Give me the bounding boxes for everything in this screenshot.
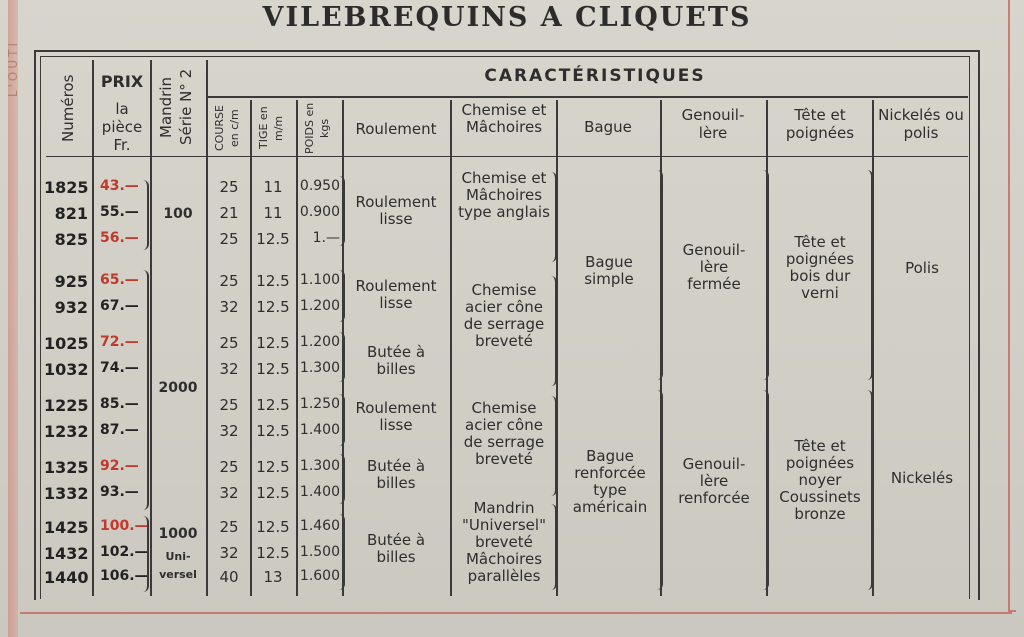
row-course: 25 — [219, 230, 239, 248]
row-course: 25 — [219, 334, 239, 352]
mandrin-group-3a: 1000 — [158, 526, 198, 542]
row-course: 40 — [219, 568, 239, 586]
row-course: 25 — [219, 178, 239, 196]
row-prix: 92.— — [100, 458, 139, 474]
brace-nickel-2 — [866, 390, 873, 590]
brace-poids-6 — [338, 514, 345, 590]
brace-prix-2 — [142, 270, 149, 510]
finish-1: Polis — [905, 259, 939, 277]
row-prix: 106.— — [100, 568, 149, 584]
row-prix: 43.— — [100, 178, 139, 194]
row-tige: 12.5 — [256, 484, 290, 502]
row-course: 25 — [219, 272, 239, 290]
row-poids: 1.300 — [299, 360, 340, 376]
row-prix: 65.— — [100, 272, 139, 288]
row-poids: 0.900 — [299, 204, 340, 220]
brace-genou-1 — [656, 170, 663, 380]
row-course: 25 — [219, 518, 239, 536]
tete-2: Tête et poignées noyer Coussinets bronze — [779, 437, 861, 523]
header-prix: PRIX — [100, 72, 144, 91]
row-prix: 56.— — [100, 230, 139, 246]
row-tige: 12.5 — [256, 230, 290, 248]
row-tige: 12.5 — [256, 298, 290, 316]
chemise-1: Chemise et Mâchoires type anglais — [458, 169, 550, 221]
row-numero: 1440 — [44, 568, 89, 587]
row-prix: 67.— — [100, 298, 139, 314]
row-poids: 1.300 — [299, 458, 340, 474]
header-tete: Tête et poignées — [785, 106, 855, 142]
header-genouillere: Genouil-lère — [681, 106, 745, 142]
row-poids: 1.400 — [299, 422, 340, 438]
row-prix: 85.— — [100, 396, 139, 412]
row-prix: 93.— — [100, 484, 139, 500]
row-prix: 87.— — [100, 422, 139, 438]
mandrin-group-3b: Uni- — [165, 550, 191, 563]
row-poids: 1.100 — [299, 272, 340, 288]
finish-2: Nickelés — [890, 469, 954, 487]
brace-tete-2 — [762, 390, 769, 590]
brace-poids-3 — [338, 332, 345, 382]
brace-tete-1 — [762, 170, 769, 380]
mandrin-group-1: 100 — [163, 206, 193, 222]
row-course: 21 — [219, 204, 239, 222]
row-tige: 13 — [263, 568, 283, 586]
genouillere-1: Genouil-lère fermée — [682, 241, 746, 293]
row-numero: 1825 — [44, 178, 89, 197]
row-numero: 932 — [54, 298, 88, 317]
row-tige: 12.5 — [256, 272, 290, 290]
row-course: 25 — [219, 396, 239, 414]
row-prix: 72.— — [100, 334, 139, 350]
brace-poids-4 — [338, 394, 345, 446]
brace-chemise-2 — [550, 276, 557, 386]
bottom-border — [20, 612, 1012, 614]
brace-chemise-4 — [550, 504, 557, 590]
row-tige: 12.5 — [256, 518, 290, 536]
header-caracteristiques: CARACTÉRISTIQUES — [484, 66, 706, 86]
row-poids: 1.400 — [299, 484, 340, 500]
row-poids: 1.200 — [299, 298, 340, 314]
row-numero: 1332 — [44, 484, 89, 503]
roulement-6: Butée à billes — [366, 531, 426, 566]
row-course: 32 — [219, 484, 239, 502]
row-tige: 12.5 — [256, 334, 290, 352]
row-prix: 100.— — [100, 518, 149, 534]
mandrin-group-2: 2000 — [158, 380, 198, 396]
row-tige: 12.5 — [256, 360, 290, 378]
row-poids: 1.250 — [299, 396, 340, 412]
row-tige: 11 — [263, 178, 283, 196]
header-numeros: Numéros — [59, 74, 77, 142]
brace-prix-1 — [142, 180, 149, 250]
roulement-1: Roulement lisse — [355, 193, 437, 228]
chemise-2: Chemise acier cône de serrage breveté — [463, 281, 545, 350]
roulement-2: Roulement lisse — [355, 277, 437, 312]
row-poids: 1.500 — [299, 544, 340, 560]
row-numero: 1425 — [44, 518, 89, 537]
roulement-5: Butée à billes — [366, 457, 426, 492]
row-prix: 55.— — [100, 204, 139, 220]
genouillere-2: Genouil-lère renforcée — [678, 455, 750, 507]
header-roulement: Roulement — [355, 120, 437, 138]
brace-nickel-1 — [866, 170, 873, 380]
row-course: 32 — [219, 544, 239, 562]
bague-2: Bague renforcée type américain — [572, 447, 648, 516]
header-mandrin: Mandrin Série N° 2 — [157, 68, 195, 146]
chemise-4: Mandrin "Universel" breveté Mâchoires parallèles — [462, 499, 546, 585]
row-course: 25 — [219, 458, 239, 476]
row-numero: 1432 — [44, 544, 89, 563]
brace-poids-5 — [338, 454, 345, 504]
header-prix-sub: la pièce Fr. — [101, 100, 143, 154]
row-poids: 1.460 — [299, 518, 340, 534]
page-title: VILEBREQUINS A CLIQUETS — [262, 2, 752, 33]
row-numero: 825 — [54, 230, 88, 249]
row-numero: 1232 — [44, 422, 89, 441]
roulement-4: Roulement lisse — [355, 399, 437, 434]
mandrin-group-3c: versel — [159, 568, 197, 581]
row-course: 32 — [219, 360, 239, 378]
row-tige: 12.5 — [256, 422, 290, 440]
brace-chemise-3 — [550, 396, 557, 496]
brace-prix-3 — [142, 516, 149, 592]
header-poids: POIDS en kgs — [303, 102, 331, 154]
chemise-3: Chemise acier cône de serrage breveté — [463, 399, 545, 468]
brace-chemise-1 — [550, 172, 557, 262]
header-course: COURSE en c/m — [213, 105, 241, 151]
row-poids: 1.200 — [299, 334, 340, 350]
brace-poids-1 — [338, 176, 345, 246]
row-numero: 821 — [54, 204, 88, 223]
row-course: 32 — [219, 298, 239, 316]
header-chemise: Chemise et Mâchoires — [461, 101, 547, 136]
right-border — [1008, 0, 1016, 612]
row-numero: 1025 — [44, 334, 89, 353]
brace-poids-2 — [338, 270, 345, 322]
row-course: 32 — [219, 422, 239, 440]
row-tige: 12.5 — [256, 544, 290, 562]
row-numero: 1325 — [44, 458, 89, 477]
row-tige: 11 — [263, 204, 283, 222]
margin-label: L'OUTI — [6, 40, 20, 98]
row-tige: 12.5 — [256, 458, 290, 476]
row-numero: 1032 — [44, 360, 89, 379]
row-poids: 1.600 — [299, 568, 340, 584]
header-bague: Bague — [584, 118, 632, 136]
header-tige: TIGE en m/m — [257, 106, 285, 150]
row-numero: 925 — [54, 272, 88, 291]
tete-1: Tête et poignées bois dur verni — [785, 233, 855, 302]
row-poids: 0.950 — [299, 178, 340, 194]
bague-1: Bague simple — [584, 253, 634, 288]
row-prix: 74.— — [100, 360, 139, 376]
roulement-3: Butée à billes — [366, 343, 426, 378]
header-nickeles: Nickelés ou polis — [878, 106, 964, 142]
row-prix: 102.— — [100, 544, 149, 560]
row-tige: 12.5 — [256, 396, 290, 414]
row-poids: 1.— — [312, 230, 340, 246]
row-numero: 1225 — [44, 396, 89, 415]
brace-genou-2 — [656, 390, 663, 590]
